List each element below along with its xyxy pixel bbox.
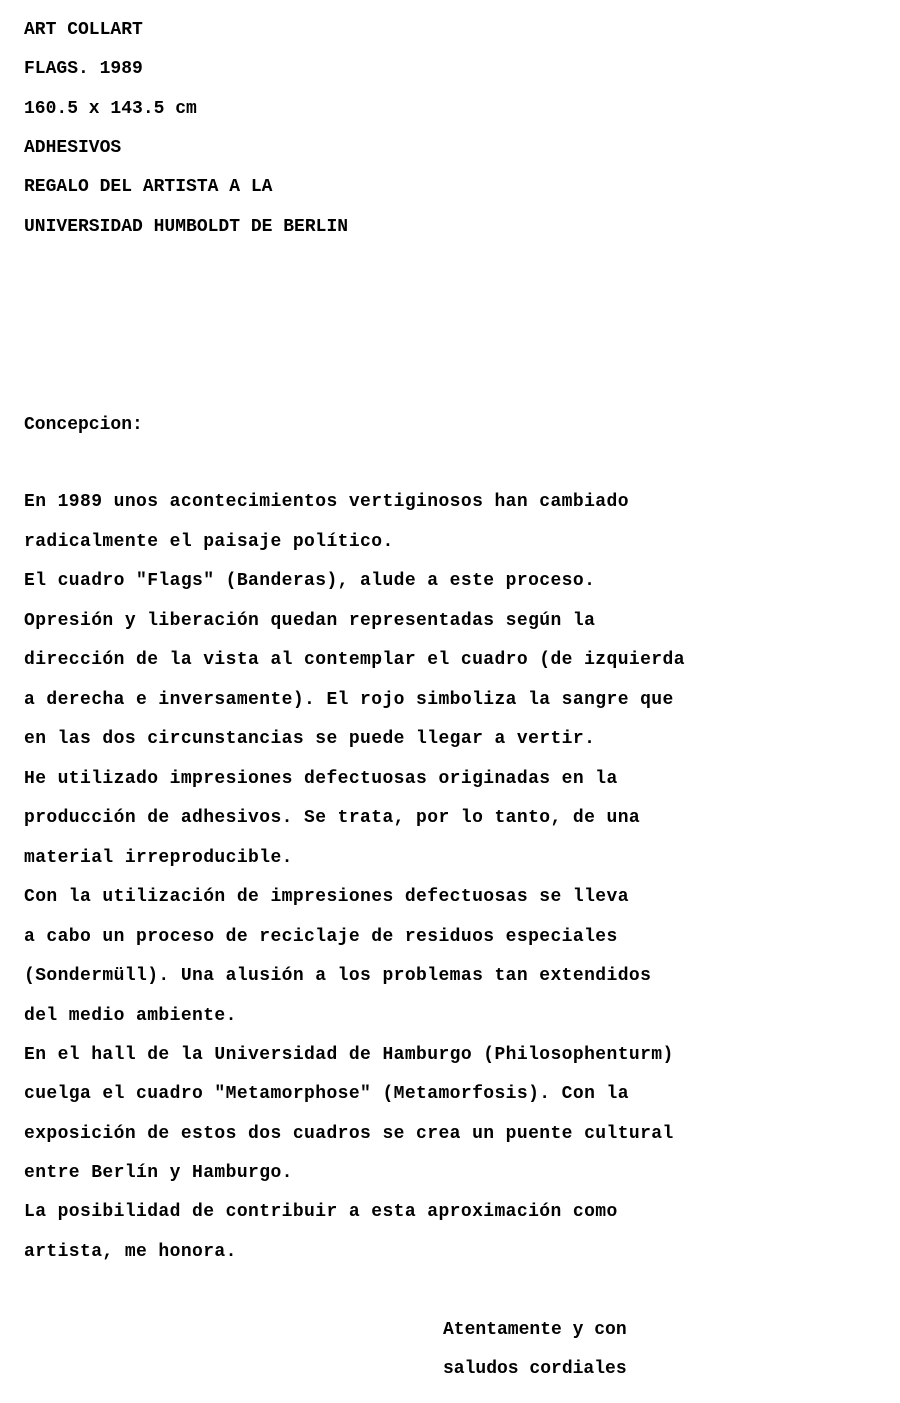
body-line: dirección de la vista al contemplar el cuadro (de izquierda: [24, 650, 685, 670]
body-line: artista, me honora.: [24, 1242, 237, 1262]
artwork-title-year: FLAGS. 1989: [24, 59, 143, 79]
section-heading: Concepcion:: [24, 415, 143, 435]
gift-line-1: REGALO DEL ARTISTA A LA: [24, 177, 273, 197]
body-line: Con la utilización de impresiones defectuosas se lleva: [24, 887, 629, 907]
body-line: Opresión y liberación quedan representadas según la: [24, 611, 596, 631]
closing-line-2: saludos cordiales: [443, 1359, 627, 1379]
body-line: exposición de estos dos cuadros se crea un puente cultural: [24, 1124, 674, 1144]
artist-name: ART COLLART: [24, 20, 143, 40]
body-line: cuelga el cuadro "Metamorphose" (Metamorfosis). Con la: [24, 1084, 629, 1104]
artwork-medium: ADHESIVOS: [24, 138, 122, 158]
body-line: a derecha e inversamente). El rojo simboliza la sangre que: [24, 690, 674, 710]
body-line: En 1989 unos acontecimientos vertiginosos han cambiado: [24, 492, 629, 512]
body-line: El cuadro "Flags" (Banderas), alude a este proceso.: [24, 571, 596, 591]
gift-line-2: UNIVERSIDAD HUMBOLDT DE BERLIN: [24, 217, 349, 237]
body-line: entre Berlín y Hamburgo.: [24, 1163, 293, 1183]
body-line: radicalmente el paisaje político.: [24, 532, 394, 552]
body-line: He utilizado impresiones defectuosas originadas en la: [24, 769, 618, 789]
closing-line-1: Atentamente y con: [443, 1320, 627, 1340]
body-line: En el hall de la Universidad de Hamburgo (Philosophenturm): [24, 1045, 674, 1065]
body-line: del medio ambiente.: [24, 1006, 237, 1026]
body-line: (Sondermüll). Una alusión a los problemas tan extendidos: [24, 966, 652, 986]
artwork-dimensions: 160.5 x 143.5 cm: [24, 99, 197, 119]
body-line: en las dos circunstancias se puede llegar a vertir.: [24, 729, 596, 749]
body-line: a cabo un proceso de reciclaje de residuos especiales: [24, 927, 618, 947]
body-line: La posibilidad de contribuir a esta aproximación como: [24, 1202, 618, 1222]
body-line: producción de adhesivos. Se trata, por lo tanto, de una: [24, 808, 641, 828]
body-line: material irreproducible.: [24, 848, 293, 868]
